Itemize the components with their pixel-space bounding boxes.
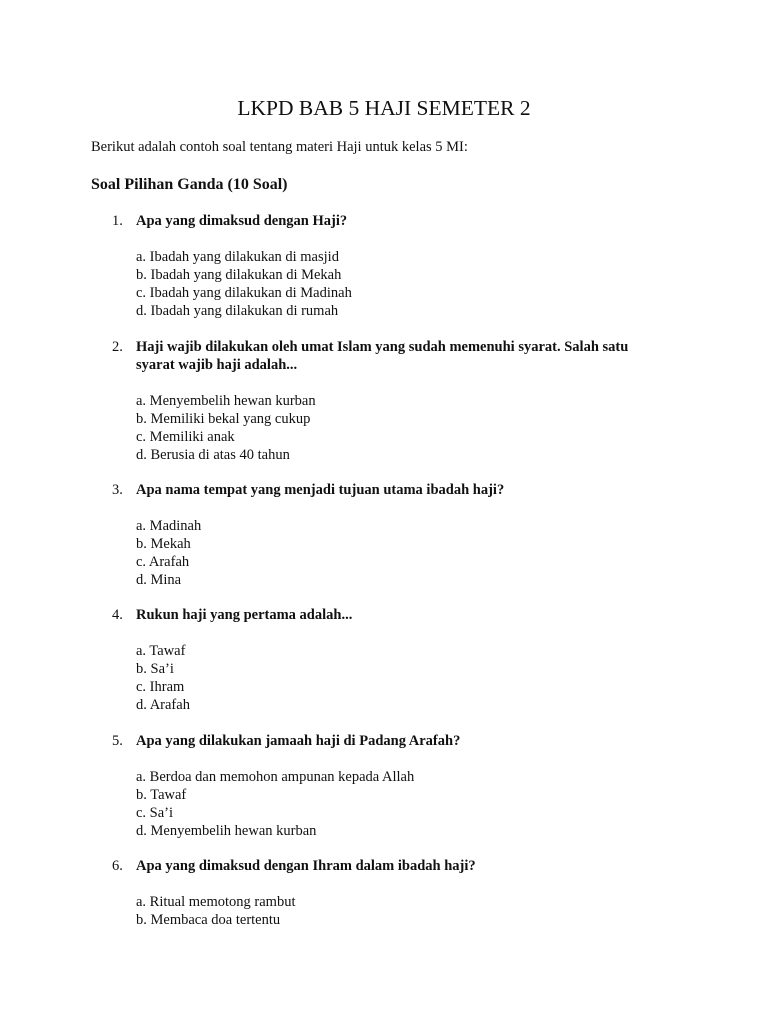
option-d: d. Mina <box>136 572 182 588</box>
question-line <box>112 857 672 875</box>
question-line <box>112 338 672 356</box>
option-list <box>136 893 672 929</box>
option-a: a. Tawaf <box>136 643 186 659</box>
question-5 <box>112 732 672 840</box>
question-number: 5. <box>112 733 123 749</box>
option-b: b. Sa’i <box>136 661 174 677</box>
option-a: a. Ritual memotong rambut <box>136 894 296 910</box>
section-heading: Soal Pilihan Ganda (10 Soal) <box>91 176 288 193</box>
option-d: d. Menyembelih hewan kurban <box>136 823 317 839</box>
question-2 <box>112 338 672 464</box>
question-line <box>112 481 672 499</box>
option-c: c. Ihram <box>136 679 185 695</box>
question-4 <box>112 606 672 714</box>
option-list <box>136 392 672 464</box>
question-text: syarat wajib haji adalah... <box>136 357 298 373</box>
question-1 <box>112 212 672 320</box>
question-number: 6. <box>112 858 123 874</box>
option-list <box>136 517 672 589</box>
option-c: c. Sa’i <box>136 805 174 821</box>
question-number: 1. <box>112 213 123 229</box>
option-d: d. Berusia di atas 40 tahun <box>136 447 290 463</box>
option-a: a. Menyembelih hewan kurban <box>136 393 316 409</box>
option-list <box>136 642 672 714</box>
option-b: b. Membaca doa tertentu <box>136 912 281 928</box>
option-c: c. Memiliki anak <box>136 429 235 445</box>
option-d: d. Ibadah yang dilakukan di rumah <box>136 303 339 319</box>
option-a: a. Berdoa dan memohon ampunan kepada Allah <box>136 769 415 785</box>
option-b: b. Ibadah yang dilakukan di Mekah <box>136 267 342 283</box>
question-text: Rukun haji yang pertama adalah... <box>136 607 353 623</box>
question-line <box>112 606 672 624</box>
option-c: c. Arafah <box>136 554 190 570</box>
question-line-continued <box>112 356 672 374</box>
option-b: b. Tawaf <box>136 787 187 803</box>
option-list <box>136 768 672 840</box>
option-a: a. Madinah <box>136 518 202 534</box>
intro-text: Berikut adalah contoh soal tentang materi Haji untuk kelas 5 MI: <box>91 139 468 155</box>
option-list <box>136 248 672 320</box>
document-title: LKPD BAB 5 HAJI SEMETER 2 <box>237 96 531 120</box>
option-d: d. Arafah <box>136 697 190 713</box>
option-b: b. Memiliki bekal yang cukup <box>136 411 311 427</box>
question-line <box>112 732 672 750</box>
question-text: Apa yang dimaksud dengan Haji? <box>136 213 348 229</box>
question-text: Apa yang dimaksud dengan Ihram dalam ibadah haji? <box>136 858 476 874</box>
option-c: c. Ibadah yang dilakukan di Madinah <box>136 285 352 301</box>
option-a: a. Ibadah yang dilakukan di masjid <box>136 249 339 265</box>
option-b: b. Mekah <box>136 536 191 552</box>
question-3 <box>112 481 672 589</box>
question-number: 2. <box>112 339 123 355</box>
question-6 <box>112 857 672 929</box>
question-number: 4. <box>112 607 123 623</box>
question-text: Haji wajib dilakukan oleh umat Islam yang sudah memenuhi syarat. Salah satu <box>136 339 629 355</box>
question-line <box>112 212 672 230</box>
question-text: Apa yang dilakukan jamaah haji di Padang Arafah? <box>136 733 461 749</box>
question-text: Apa nama tempat yang menjadi tujuan utama ibadah haji? <box>136 482 505 498</box>
question-number: 3. <box>112 482 123 498</box>
